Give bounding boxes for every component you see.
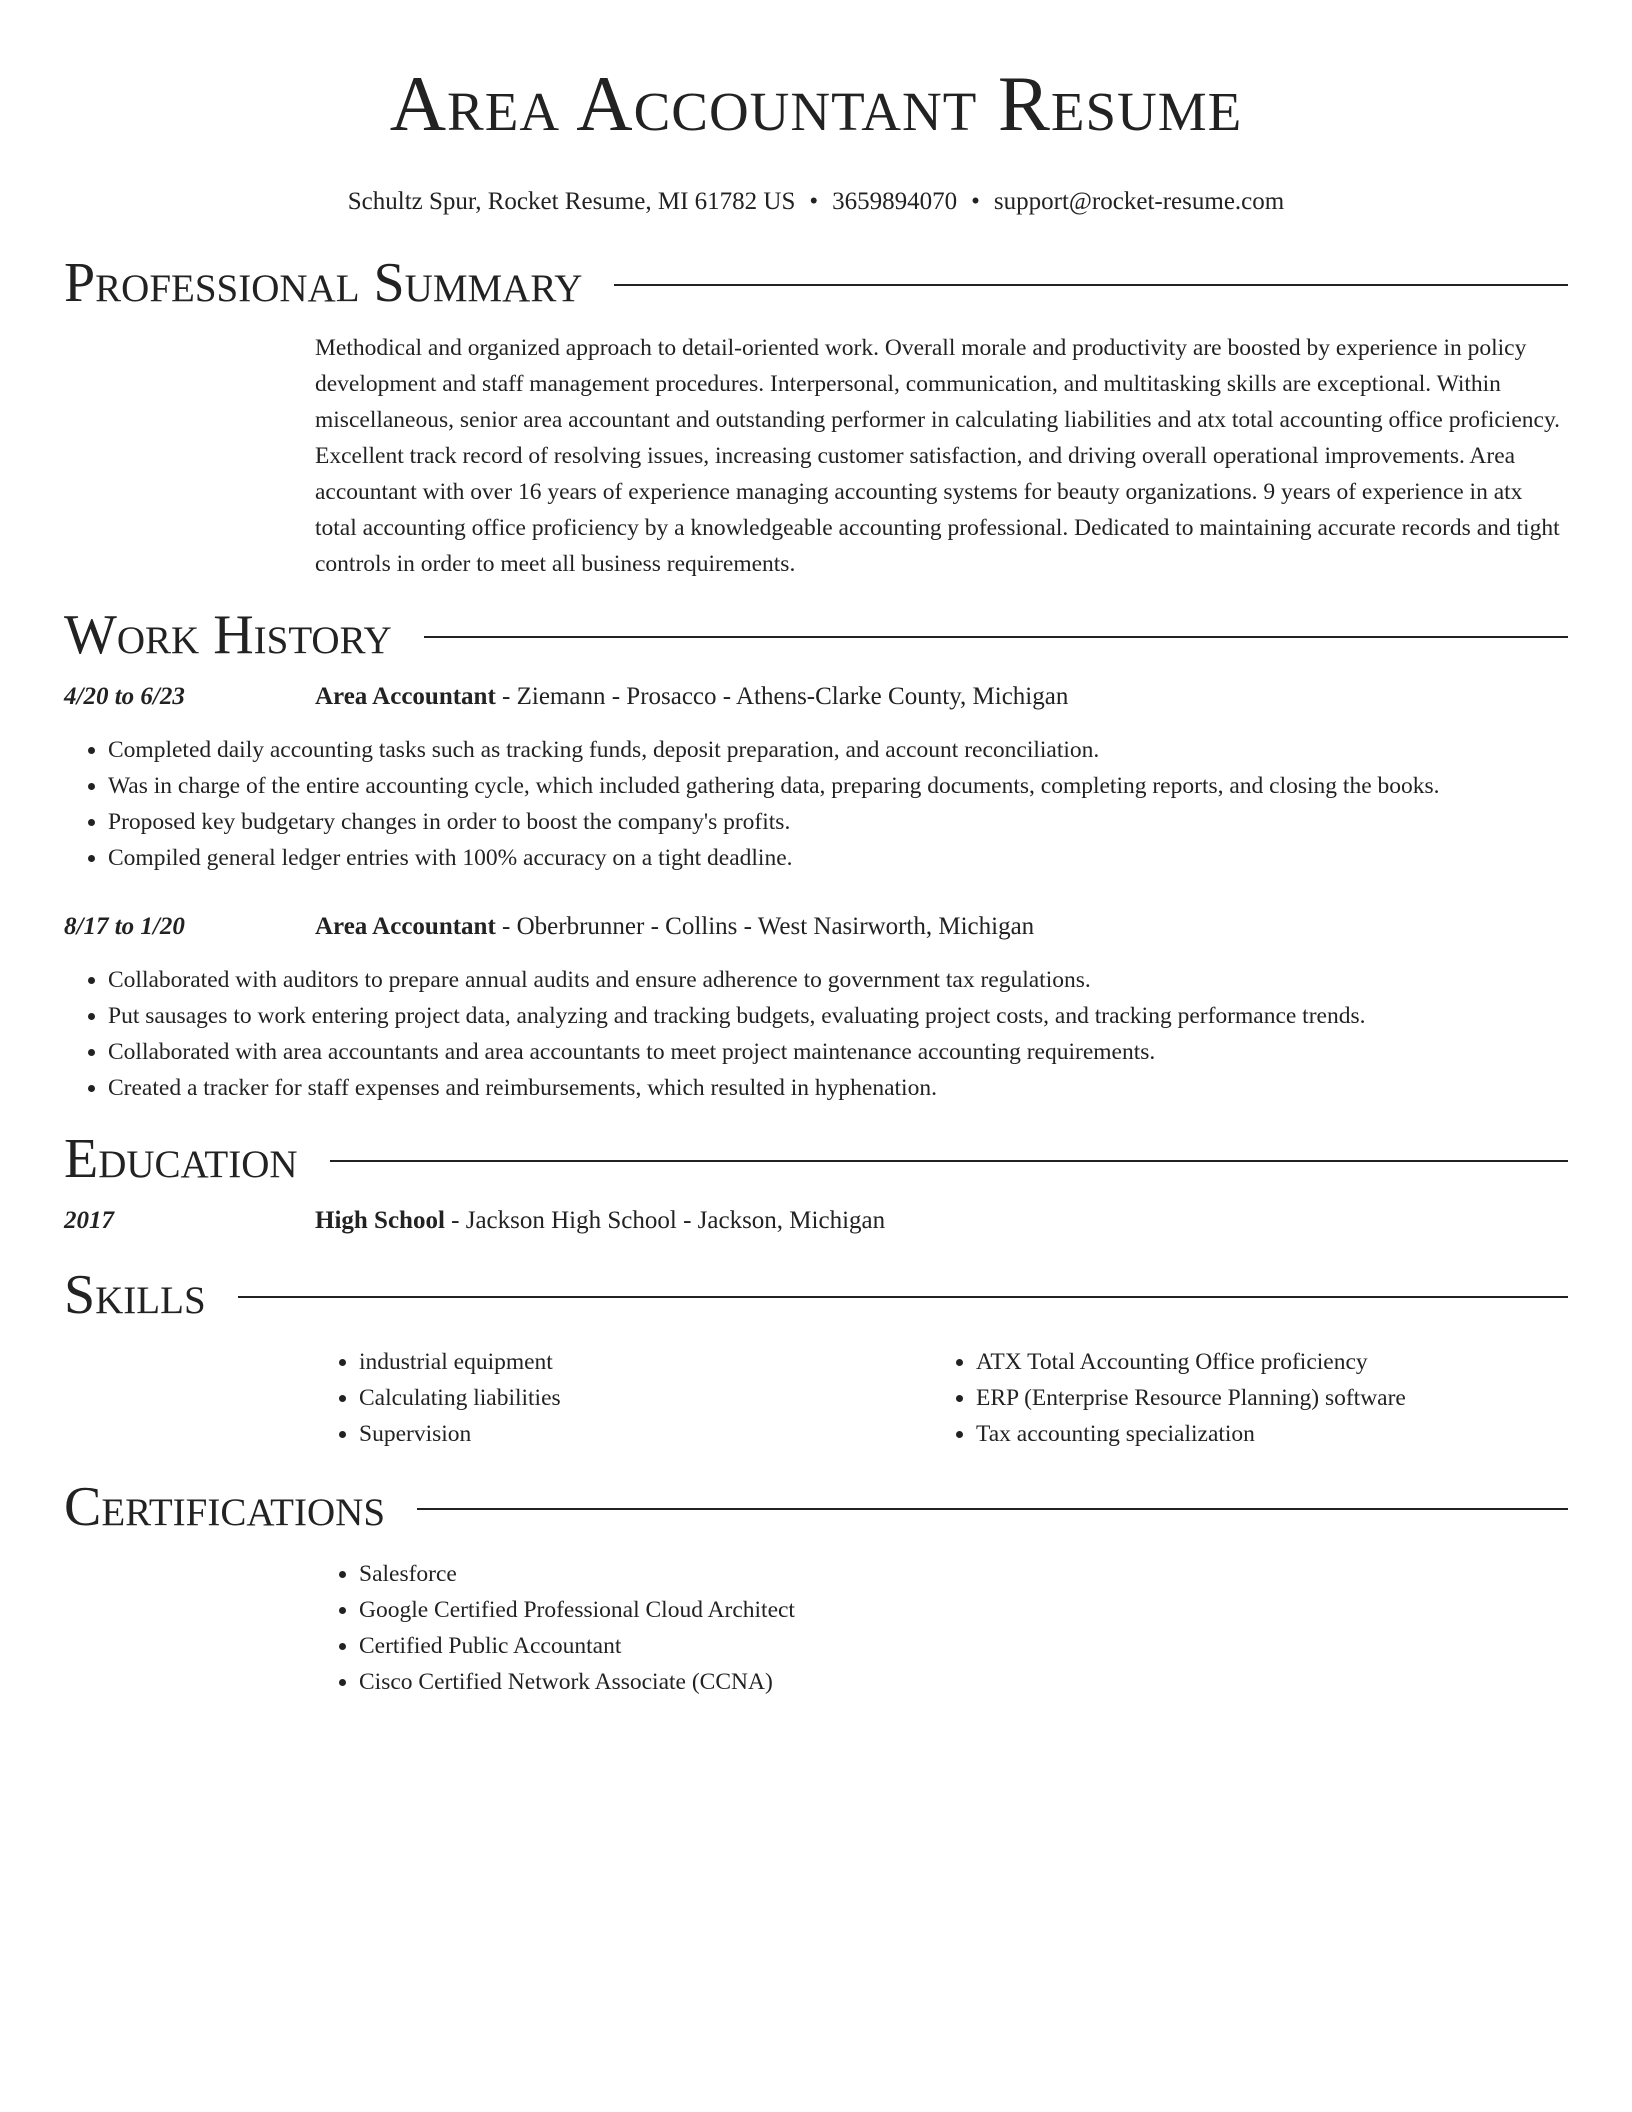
job-bullet: • Was in charge of the entire accounting cycle, which included gathering data, preparing documents, completing reports, and closing the books.: [108, 768, 1568, 804]
summary-section-header: [64, 252, 1568, 314]
job-bullets: [64, 962, 1568, 1106]
education-section-header: [64, 1128, 1568, 1190]
certification-item: • Cisco Certified Network Associate (CCNA): [359, 1664, 1568, 1700]
contact-separator: •: [971, 188, 980, 215]
skills-section-header: [64, 1264, 1568, 1326]
skills-section-title: Skills: [64, 1264, 206, 1326]
job-entry: [64, 910, 1568, 1106]
summary-text: Methodical and organized approach to detail-oriented work. Overall morale and productivity are boosted by experience in policy development and staff management procedures. Interpersonal, communication, and multitasking skills are exceptional. Within miscellaneous, senior area accountant and outstanding performer in calculating liabilities and atx total accounting office proficiency. Excellent track record of resolving issues, increasing customer satisfaction, and driving overall operational improvements. Area accountant with over 16 years of experience managing accounting systems for beauty organizations. 9 years of experience in atx total accounting office proficiency by a knowledgeable accounting professional. Dedicated to maintaining accurate records and tight controls in order to meet all business requirements.: [315, 335, 1561, 577]
job-details: - Ziemann - Prosacco - Athens-Clarke County, Michigan: [495, 683, 1069, 710]
skills-column-left: [315, 1344, 932, 1452]
job-bullet: • Collaborated with area accountants and area accountants to meet project maintenance accounting requirements.: [108, 1034, 1568, 1070]
job-details: - Oberbrunner - Collins - West Nasirworth, Michigan: [495, 913, 1035, 940]
job-dates: 8/17 to 1/20: [64, 913, 185, 940]
certification-item: • Certified Public Accountant: [359, 1628, 1568, 1664]
skill-item: • Supervision: [359, 1416, 932, 1452]
education-section-title: Education: [64, 1128, 298, 1190]
resume-title: Area Accountant Resume: [389, 60, 1243, 147]
certifications-section-title: Certifications: [64, 1476, 386, 1538]
job-bullet: • Compiled general ledger entries with 100% accuracy on a tight deadline.: [108, 840, 1568, 876]
work-section-header: [64, 604, 1568, 666]
section-divider: [424, 636, 1568, 638]
job-position: Area Accountant: [315, 913, 496, 940]
section-divider: [417, 1508, 1568, 1510]
job-heading: [64, 680, 1568, 714]
contact-phone: 3659894070: [832, 188, 958, 215]
skill-item: • ERP (Enterprise Resource Planning) software: [976, 1380, 1549, 1416]
job-bullet: • Completed daily accounting tasks such as tracking funds, deposit preparation, and account reconciliation.: [108, 732, 1568, 768]
skill-item: • ATX Total Accounting Office proficiency: [976, 1344, 1549, 1380]
job-bullet: • Put sausages to work entering project data, analyzing and tracking budgets, evaluating project costs, and tracking performance trends.: [108, 998, 1568, 1034]
contact-address: Schultz Spur, Rocket Resume, MI 61782 US: [347, 188, 796, 215]
job-bullet: • Collaborated with auditors to prepare annual audits and ensure adherence to government tax regulations.: [108, 962, 1568, 998]
skills-list: [315, 1344, 1568, 1452]
skills-column-right: [932, 1344, 1549, 1452]
skill-item: • industrial equipment: [359, 1344, 932, 1380]
job-bullet: • Created a tracker for staff expenses and reimbursements, which resulted in hyphenation.: [108, 1070, 1568, 1106]
job-bullets: [64, 732, 1568, 876]
job-heading: [64, 910, 1568, 944]
certifications-section-header: [64, 1476, 1568, 1538]
job-bullet: • Proposed key budgetary changes in order to boost the company's profits.: [108, 804, 1568, 840]
job-entry: [64, 680, 1568, 876]
certifications-items: [315, 1556, 1568, 1700]
contact-separator: •: [809, 188, 819, 215]
job-title-line: [315, 680, 1568, 714]
education-year: 2017: [64, 1207, 114, 1234]
skill-item: • Calculating liabilities: [359, 1380, 932, 1416]
job-title-line: [315, 910, 1568, 944]
work-section-title: Work History: [64, 604, 392, 666]
certification-item: • Google Certified Professional Cloud Architect: [359, 1592, 1568, 1628]
education-details: - Jackson High School - Jackson, Michigan: [444, 1207, 886, 1234]
section-divider: [614, 284, 1568, 286]
job-position: Area Accountant: [315, 683, 496, 710]
section-divider: [330, 1160, 1568, 1162]
summary-section-title: Professional Summary: [64, 252, 583, 314]
education-entry: [64, 1204, 1568, 1238]
job-dates: 4/20 to 6/23: [64, 683, 185, 710]
certifications-list: [315, 1556, 1568, 1700]
certification-item: • Salesforce: [359, 1556, 1568, 1592]
section-divider: [238, 1296, 1568, 1298]
contact-line: [64, 186, 1568, 218]
education-degree: High School: [315, 1207, 445, 1234]
skill-item: • Tax accounting specialization: [976, 1416, 1549, 1452]
contact-email: support@rocket-resume.com: [993, 188, 1285, 215]
education-line: [315, 1204, 1568, 1238]
